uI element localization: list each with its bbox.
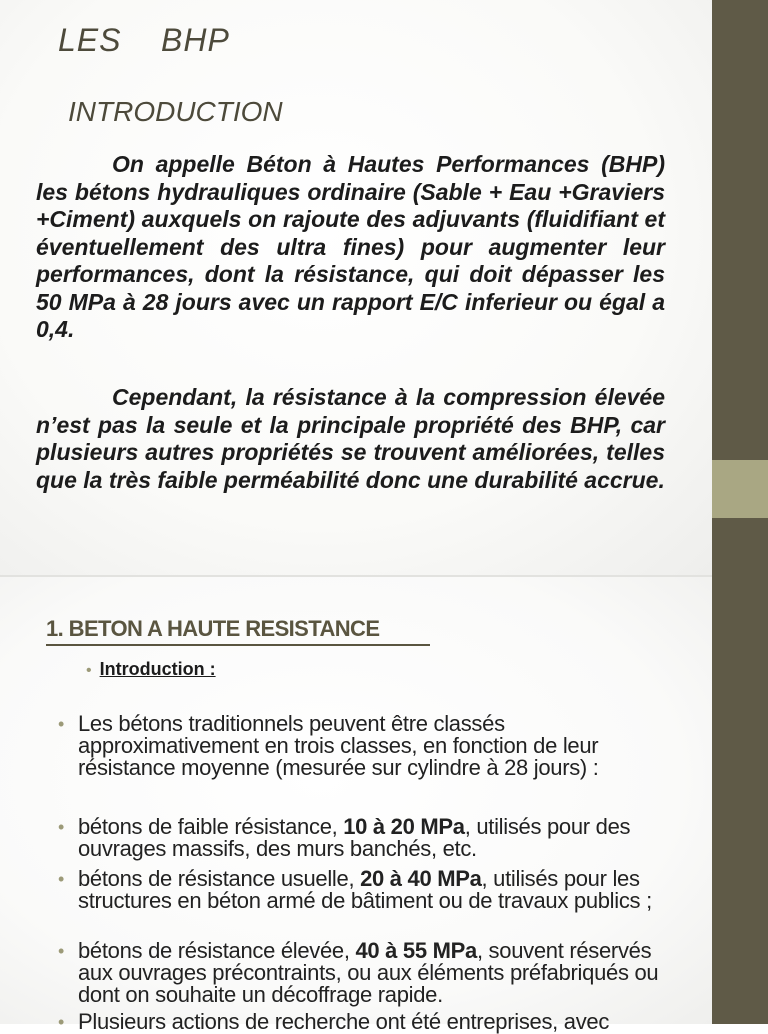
bullet-text	[58, 868, 668, 912]
bullet-text	[58, 940, 668, 1006]
class-range: 20 à 40 MPa	[360, 866, 482, 891]
slide-title: LES BHP	[58, 22, 230, 58]
class-suffix: , utilisés pour les structures en béton armé de bâtiment ou de travaux publics ;	[78, 866, 652, 913]
intro-paragraph-1: On appelle Béton à Hautes Performances (BHP) les bétons hydrauliques ordinaire (Sable + Eau +Graviers +Ciment) auxquels on rajoute des adjuvants (fluidifiant et éventuellement des ultra fines) pour augmenter leur performances, dont la résistance, qui doit dépasser les 50 MPa à 28 jours avec un rapport E/C inferieur ou égal a 0,4.	[36, 151, 665, 342]
class-range: 10 à 20 MPa	[343, 814, 465, 839]
class-range: 40 à 55 MPa	[355, 938, 477, 963]
list-item	[58, 940, 668, 1006]
sidebar-accent-band	[712, 460, 768, 518]
bullet-text: Les bétons traditionnels peuvent être classés approximativement en trois classes, en fonction de leur résistance moyenne (mesurée sur cylindre à 28 jours) :	[78, 711, 599, 780]
bullet-marker: •	[58, 817, 65, 837]
class-prefix: bétons de résistance élevée,	[78, 938, 356, 963]
bullet-marker: •	[58, 941, 65, 961]
class-suffix: , utilisés pour des ouvrages massifs, des murs banchés, etc.	[78, 814, 631, 861]
class-suffix: , souvent réservés aux ouvrages précontraints, ou aux éléments préfabriqués ou dont on souhaite un décoffrage rapide.	[78, 938, 659, 1007]
class-prefix: bétons de résistance usuelle,	[78, 866, 361, 891]
list-item	[58, 868, 668, 912]
section-title-underline	[46, 644, 430, 646]
bullet-text	[58, 816, 668, 860]
intro-paragraph-2: Cependant, la résistance à la compression élevée n’est pas la seule et la principale propriété des BHP, car plusieurs autres propriétés se trouvent améliorées, telles que la très faible perméabilité donc une durabilité accrue.	[36, 384, 665, 493]
list-item	[58, 816, 668, 860]
bullet-marker: •	[58, 1012, 65, 1032]
slide-subtitle: INTRODUCTION	[68, 96, 283, 127]
bullet-marker: •	[58, 869, 65, 889]
sidebar-band-bottom	[712, 518, 768, 1024]
class-prefix: bétons de faible résistance,	[78, 814, 344, 839]
list-item	[58, 1011, 668, 1033]
bullet-text: Plusieurs actions de recherche ont été entreprises, avec	[78, 1009, 610, 1034]
bullet-marker: •	[58, 714, 65, 734]
sidebar-band-top	[712, 0, 768, 460]
list-item	[58, 713, 668, 779]
sub-bullet	[86, 659, 216, 680]
section-title: 1. BETON A HAUTE RESISTANCE	[46, 616, 380, 641]
sub-bullet-label: Introduction :	[99, 659, 216, 679]
bullet-marker: •	[86, 662, 92, 679]
